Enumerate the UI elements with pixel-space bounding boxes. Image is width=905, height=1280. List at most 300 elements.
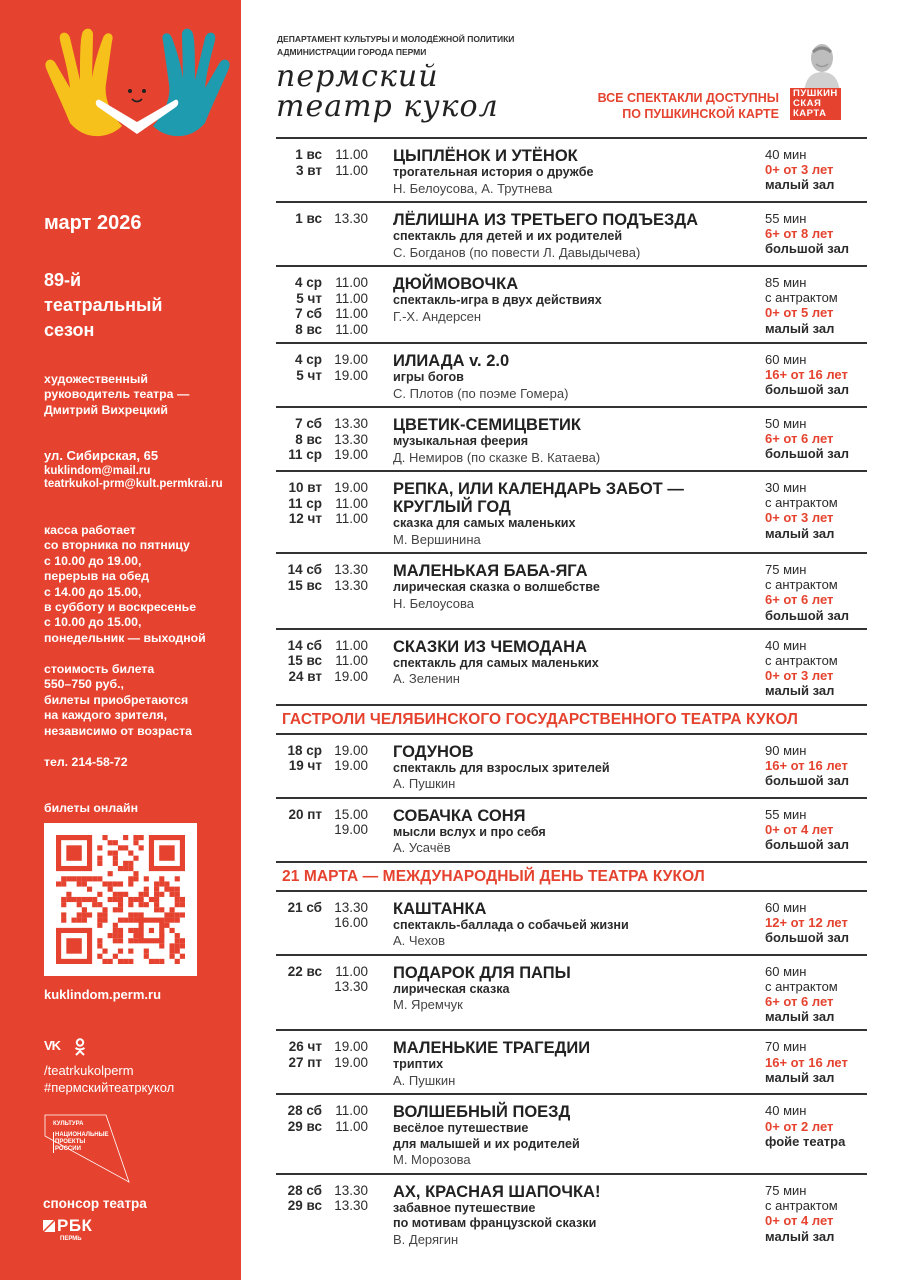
date-day: 7 сб [295,306,322,321]
qr-module [175,887,180,892]
intermission-note: с антрактом [765,577,838,593]
date-day: 15 вс [287,653,322,669]
season-line: сезон [44,320,95,340]
qr-module [175,876,180,881]
duration: 75 мин [765,562,807,577]
date-day: 15 вс [287,577,322,593]
date-day: 20 пт [288,806,322,822]
performance-row[interactable] [276,1031,867,1093]
sidebar [0,0,241,1280]
intermission-note: с антрактом [765,290,838,306]
qr-module [97,861,102,866]
date-line [276,447,368,463]
performance-subtitle: триптих [393,1057,444,1072]
show-time: 11.00 [335,1118,368,1134]
performance-row[interactable] [276,799,867,861]
performance-row[interactable] [276,139,867,201]
qr-module [175,902,180,907]
performance-title[interactable]: ИЛИАДА v. 2.0 [393,352,510,370]
np-top-text: КУЛЬТУРА [53,1121,84,1127]
hall-name: большой зал [765,241,850,257]
qr-module [128,918,133,923]
performance-dates [276,1183,368,1248]
qr-module [170,892,175,897]
date-line [276,275,368,291]
email-link[interactable]: kuklindom@mail.ru [44,465,151,477]
qr-module [82,907,87,912]
date-day: 4 ср [294,352,322,367]
qr-module [66,892,71,897]
performance-title[interactable]: КАШТАНКА [393,899,487,918]
qr-module [128,959,133,964]
performance-title[interactable]: ЦВЕТИК-СЕМИЦВЕТИК [393,416,581,434]
date-day: 19 чт [288,758,322,774]
season-line: театральный [44,295,163,315]
qr-module [144,902,149,907]
performance-title[interactable]: СКАЗКИ ИЗ ЧЕМОДАНА [393,637,587,656]
qr-module [87,876,92,881]
performance-title[interactable]: МАЛЕНЬКАЯ БАБА-ЯГА [393,562,588,580]
qr-module [113,933,118,938]
rbk-name: РБК [57,1216,93,1235]
intermission-note: с антрактом [765,978,838,994]
date-line [276,807,368,823]
performance-dates [276,147,368,196]
date-day: 22 вс [287,963,322,979]
badge-line: СКАЯ [793,98,822,109]
hall-name: фойе театра [765,1133,846,1149]
social-handle[interactable]: /teatrkukolperm [44,1063,134,1078]
qr-module [139,902,144,907]
qr-module [128,938,133,943]
qr-module [164,912,169,917]
age-rating: 6+ от 6 лет [765,431,834,447]
performance-title[interactable]: ГОДУНОВ [393,742,474,761]
month-label: март 2026 [44,212,142,234]
qr-module [71,897,76,902]
date-line [276,1039,368,1055]
qr-module [97,943,102,948]
qr-module [133,835,138,840]
date-line [276,979,368,995]
performance-title[interactable]: ВОЛШЕБНЫЙ ПОЕЗД [393,1103,571,1122]
qr-module [175,918,180,923]
performance-dates [276,807,368,856]
qr-module [118,892,123,897]
qr-module [87,897,92,902]
qr-module [118,866,123,871]
performance-row[interactable] [276,472,867,552]
pushkin-card-badge [790,88,841,120]
qr-module [133,840,138,845]
show-time: 13.30 [334,899,368,915]
qr-module [123,861,128,866]
qr-module [113,923,118,928]
qr-module [56,881,61,886]
performance-title[interactable]: АХ, КРАСНАЯ ШАПОЧКА! [393,1182,601,1201]
date-day: 7 сб [295,416,322,431]
performance-title[interactable]: ДЮЙМОВОЧКА [393,275,519,293]
rbk-logo [43,1216,92,1242]
hall-name: большой зал [765,607,850,623]
performance-info [368,416,765,465]
performance-row[interactable] [276,956,867,1030]
email-link[interactable]: teatrkukol-prm@kult.permkrai.ru [44,478,223,490]
performance-author: А. Зеленин [393,671,460,687]
duration: 40 мин [765,147,807,162]
performance-dates [276,562,368,623]
qr-module [154,881,159,886]
qr-module [82,918,87,923]
hours-line: перерыв на обед [44,569,150,584]
performance-dates [276,900,368,949]
date-day: 29 вс [287,1118,322,1134]
qr-code-icon [56,835,185,964]
theatre-title [276,59,499,124]
qr-module [159,876,164,881]
performance-meta [765,807,867,856]
pushkin-line: ВСЕ СПЕКТАКЛИ ДОСТУПНЫ [597,91,779,105]
performance-meta [765,900,867,949]
show-time: 13.30 [334,562,368,577]
qr-module [97,912,102,917]
show-time: 13.30 [334,979,368,995]
age-rating: 0+ от 3 лет [765,162,834,178]
performance-dates [276,416,368,465]
hours-line: с 10.00 до 19.00, [44,553,142,568]
show-time: 13.30 [334,211,368,226]
date-line [276,653,368,669]
date-day: 27 пт [288,1054,322,1070]
tickets-qr-code[interactable] [44,823,197,976]
qr-module [118,959,123,964]
hall-name: малый зал [765,1009,835,1025]
show-time: 19.00 [334,480,368,495]
performance-title[interactable]: ЦЫПЛЁНОК И УТЁНОК [393,147,578,165]
age-rating: 16+ от 16 лет [765,367,848,383]
qr-module [154,897,159,902]
performance-meta [765,743,867,792]
qr-module [113,892,118,897]
qr-module [175,959,180,964]
qr-module [77,881,82,886]
hours-line: понедельник — выходной [44,630,206,645]
performance-dates [276,638,368,699]
age-rating: 0+ от 4 лет [765,821,834,837]
qr-module [154,892,159,897]
qr-module [113,907,118,912]
badge-line: КАРТА [793,108,827,119]
date-line [276,511,368,527]
date-day: 28 сб [287,1182,322,1198]
hall-name: малый зал [765,177,835,193]
performance-author: А. Усачёв [393,840,451,856]
performance-subtitle: спектакль для взрослых зрителей [393,760,610,775]
show-time: 19.00 [334,822,368,838]
qr-module [175,933,180,938]
age-rating: 16+ от 16 лет [765,757,848,773]
qr-module [139,835,144,840]
performance-author: М. Вершинина [393,531,481,547]
show-time: 19.00 [334,742,368,758]
performance-info [368,964,765,1025]
performance-info [368,1039,765,1088]
intermission-note: с антрактом [765,495,838,511]
director-line: руководитель театра — [44,387,190,402]
performance-title[interactable]: РЕПКА, ИЛИ КАЛЕНДАРЬ ЗАБОТ — [393,480,684,498]
performance-row[interactable] [276,1175,867,1253]
rbk-city: ПЕРМЬ [60,1236,82,1242]
performance-row[interactable] [276,344,867,406]
qr-module [82,876,87,881]
performance-title[interactable]: СОБАЧКА СОНЯ [393,806,526,825]
qr-module [139,897,144,902]
performance-row[interactable] [276,630,867,704]
duration: 85 мин [765,275,807,290]
qr-module [102,949,107,954]
qr-module [118,949,123,954]
qr-module [108,959,113,964]
qr-module [97,892,102,897]
show-time: 19.00 [334,1039,368,1055]
performance-row[interactable] [276,408,867,470]
performance-info [368,562,765,623]
qr-module [77,918,82,923]
date-day: 8 вс [295,321,322,337]
qr-module [77,902,82,907]
qr-module [87,887,92,892]
qr-module [118,938,123,943]
show-time: 11.00 [335,147,368,162]
qr-module [61,912,66,917]
phone-number[interactable]: тел. 214-58-72 [44,755,128,769]
qr-module [170,954,175,959]
pushkin-card-notice [598,90,779,122]
age-rating: 0+ от 5 лет [765,305,834,321]
duration: 40 мин [765,637,807,653]
date-line [276,416,368,432]
date-line [276,964,368,980]
qr-module [97,845,102,850]
duration: 75 мин [765,1182,807,1198]
date-line [276,669,368,685]
date-line [276,306,368,322]
performance-meta [765,480,867,547]
performance-row[interactable] [276,892,867,954]
age-rating: 0+ от 3 лет [765,510,834,526]
show-time: 11.00 [335,495,368,511]
qr-module [113,856,118,861]
date-line [276,480,368,496]
qr-module [164,918,169,923]
performance-title[interactable]: ЛЁЛИШНА ИЗ ТРЕТЬЕГО ПОДЪЕЗДА [393,211,699,229]
hall-name: малый зал [765,320,835,336]
performance-row[interactable] [276,267,867,342]
age-rating: 16+ от 16 лет [765,1054,848,1070]
performance-info [368,480,765,547]
qr-module [123,845,128,850]
performance-meta [765,562,867,623]
date-line [276,1183,368,1199]
performance-subtitle: трогательная история о дружбе [393,165,594,179]
qr-module [180,938,185,943]
qr-module [139,912,144,917]
qr-module [170,928,175,933]
duration: 60 мин [765,963,807,979]
qr-module [133,856,138,861]
qr-module [175,943,180,948]
qr-module [180,943,185,948]
qr-module [118,881,123,886]
qr-module [128,861,133,866]
date-line [276,368,368,384]
performance-info [368,275,765,337]
price-line: на каждого зрителя, [44,708,168,723]
performance-title[interactable]: ПОДАРОК ДЛЯ ПАПЫ [393,963,571,982]
performance-row[interactable] [276,1095,867,1173]
qr-module [159,959,164,964]
date-day: 18 ср [287,742,322,758]
performance-info [368,147,765,196]
date-day: 5 чт [296,367,322,383]
qr-module [180,897,185,902]
qr-module [128,902,133,907]
performance-row[interactable] [276,735,867,797]
performance-subtitle: лирическая сказка [393,981,510,996]
date-day: 21 сб [287,899,322,915]
performance-author: А. Пушкин [393,776,456,792]
qr-module [133,912,138,917]
qr-module [118,897,123,902]
performance-info [368,900,765,949]
qr-module [108,840,113,845]
show-time: 19.00 [334,367,368,383]
qr-module [175,897,180,902]
national-projects-logo [44,1114,129,1184]
qr-module [180,912,185,917]
date-line [276,1055,368,1071]
show-time: 13.30 [334,416,368,431]
qr-module [170,907,175,912]
qr-module [108,887,113,892]
age-rating: 12+ от 12 лет [765,914,848,930]
qr-module [175,938,180,943]
performance-title[interactable]: КРУГЛЫЙ ГОД [393,498,511,516]
qr-module [92,876,97,881]
hands-logo-icon [40,28,235,158]
qr-module [118,907,123,912]
hours-line: в субботу и воскресенье [44,600,197,615]
show-time: 19.00 [334,447,368,462]
duration: 55 мин [765,806,807,822]
np-line: РОССИИ [55,1146,81,1152]
qr-module [144,887,149,892]
price-line: стоимость билета [44,662,155,676]
qr-module [92,897,97,902]
qr-module [154,902,159,907]
performance-meta [765,1183,867,1248]
duration: 30 мин [765,480,807,495]
date-line [276,322,368,338]
qr-module [144,876,149,881]
qr-module [128,866,133,871]
qr-module [128,876,133,881]
date-line [276,915,368,931]
director-line: Дмитрий Вихрецкий [44,402,168,417]
performance-meta [765,1039,867,1088]
qr-module [82,881,87,886]
performance-subtitle: забавное путешествие [393,1200,536,1215]
performance-author: Д. Немиров (по сказке В. Катаева) [393,449,601,465]
qr-module [77,912,82,917]
show-time: 13.30 [334,577,368,593]
qr-module [118,928,123,933]
qr-module [180,902,185,907]
qr-module [82,897,87,902]
qr-module [144,949,149,954]
performance-info [368,743,765,792]
qr-module [170,949,175,954]
date-line [276,638,368,654]
qr-module [123,918,128,923]
show-time: 13.30 [334,1182,368,1198]
qr-module [159,881,164,886]
performance-meta [765,964,867,1025]
hall-name: малый зал [765,525,835,541]
performance-row[interactable] [276,554,867,628]
show-time: 16.00 [334,915,368,931]
hashtag: #пермскийтеатркукол [44,1080,175,1095]
age-rating: 6+ от 6 лет [765,592,834,608]
performance-info [368,638,765,699]
qr-module [102,881,107,886]
performance-dates [276,1103,368,1168]
date-line [276,1119,368,1135]
qr-module [128,912,133,917]
performance-dates [276,964,368,1025]
qr-module [159,907,164,912]
performance-author: Н. Белоусова, А. Трутнева [393,180,553,196]
vk-icon[interactable]: VK [44,1038,61,1053]
website-link[interactable]: kuklindom.perm.ru [44,987,162,1002]
qr-module [164,923,169,928]
qr-module [97,954,102,959]
performance-author: С. Плотов (по поэме Гомера) [393,385,569,401]
qr-module [128,881,133,886]
qr-module [97,856,102,861]
odnoklassniki-icon[interactable] [74,1038,86,1061]
performance-meta [765,1103,867,1168]
performance-subtitle: сказка для самых маленьких [393,516,576,530]
price-line: 550–750 руб., [44,677,124,692]
qr-module [133,897,138,902]
performance-row[interactable] [276,203,867,265]
date-day: 14 сб [287,562,322,577]
performance-subtitle: для малышей и их родителей [393,1136,580,1151]
qr-module [66,876,71,881]
social-icons [44,1038,86,1061]
duration: 50 мин [765,416,807,431]
qr-module [118,933,123,938]
performance-author: С. Богданов (по повести Л. Давыдычева) [393,244,641,260]
show-time: 11.00 [335,162,368,178]
date-day: 11 ср [288,495,322,511]
performance-title[interactable]: МАЛЕНЬКИЕ ТРАГЕДИИ [393,1039,591,1058]
date-day: 29 вс [287,1198,322,1214]
performance-subtitle: мысли вслух и про себя [393,824,546,839]
hall-name: большой зал [765,773,850,789]
qr-module [118,902,123,907]
